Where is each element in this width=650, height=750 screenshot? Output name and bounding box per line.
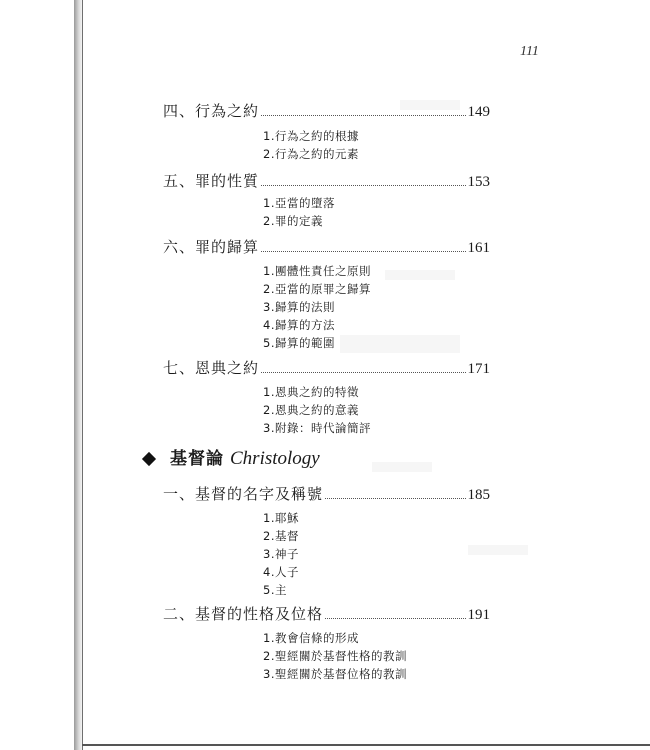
toc-entry-title: 二、基督的性格及位格 (163, 605, 324, 623)
toc-entry-page: 161 (467, 240, 490, 256)
dot-leader (261, 184, 465, 186)
toc-entry-title: 七、恩典之約 (163, 359, 260, 377)
toc-subentry: 2.行為之約的元素 (263, 147, 359, 161)
toc-entry[interactable] (163, 100, 490, 121)
section-heading (140, 444, 320, 470)
dot-leader (261, 371, 465, 373)
diamond-bullet-icon (142, 452, 156, 466)
toc-subentry: 1.團體性責任之原則 (263, 264, 371, 278)
toc-entry[interactable] (163, 603, 490, 624)
dot-leader (261, 250, 465, 252)
page-number: 111 (520, 44, 539, 59)
toc-subentry: 1.行為之約的根據 (263, 129, 359, 143)
toc-subentry: 2.恩典之約的意義 (263, 403, 359, 417)
toc-entry-title: 一、基督的名字及稱號 (163, 485, 324, 503)
toc-entry[interactable] (163, 170, 490, 191)
toc-subentry: 2.亞當的原罪之歸算 (263, 282, 371, 296)
dot-leader (325, 617, 465, 619)
toc-subentry: 1.耶穌 (263, 511, 299, 525)
toc-entry-page: 185 (467, 487, 490, 503)
toc-entry-page: 191 (467, 607, 490, 623)
toc-entry-page: 153 (467, 174, 490, 190)
toc-entry-title: 六、罪的歸算 (163, 238, 260, 256)
toc-subentry: 1.恩典之約的特徵 (263, 385, 359, 399)
toc-subentry: 1.亞當的墮落 (263, 196, 335, 210)
toc-subentry: 3.歸算的法則 (263, 300, 335, 314)
toc-entry[interactable] (163, 236, 490, 257)
dot-leader (261, 114, 465, 116)
toc-subentry: 5.主 (263, 583, 287, 597)
toc-entry-page: 149 (467, 104, 490, 120)
toc-subentry: 2.聖經關於基督性格的教訓 (263, 649, 407, 663)
page-bottom-edge (82, 744, 650, 746)
toc-subentry: 1.教會信條的形成 (263, 631, 359, 645)
toc-subentry: 4.人子 (263, 565, 299, 579)
toc-subentry: 2.基督 (263, 529, 299, 543)
toc-subentry: 4.歸算的方法 (263, 318, 335, 332)
toc-entry[interactable] (163, 483, 490, 504)
toc-entry-page: 171 (467, 361, 490, 377)
toc-subentry: 3.附錄：時代論簡評 (263, 421, 371, 435)
toc-subentry: 3.神子 (263, 547, 299, 561)
section-title-zh: 基督論 (170, 449, 224, 469)
toc-subentry: 2.罪的定義 (263, 214, 323, 228)
toc-subentry: 5.歸算的範圍 (263, 336, 335, 350)
toc-entry-title: 四、行為之約 (163, 102, 260, 120)
section-title-en: Christology (230, 448, 320, 469)
toc-entry[interactable] (163, 357, 490, 378)
dot-leader (325, 497, 465, 499)
toc-entry-title: 五、罪的性質 (163, 172, 260, 190)
toc-subentry: 3.聖經關於基督位格的教訓 (263, 667, 407, 681)
